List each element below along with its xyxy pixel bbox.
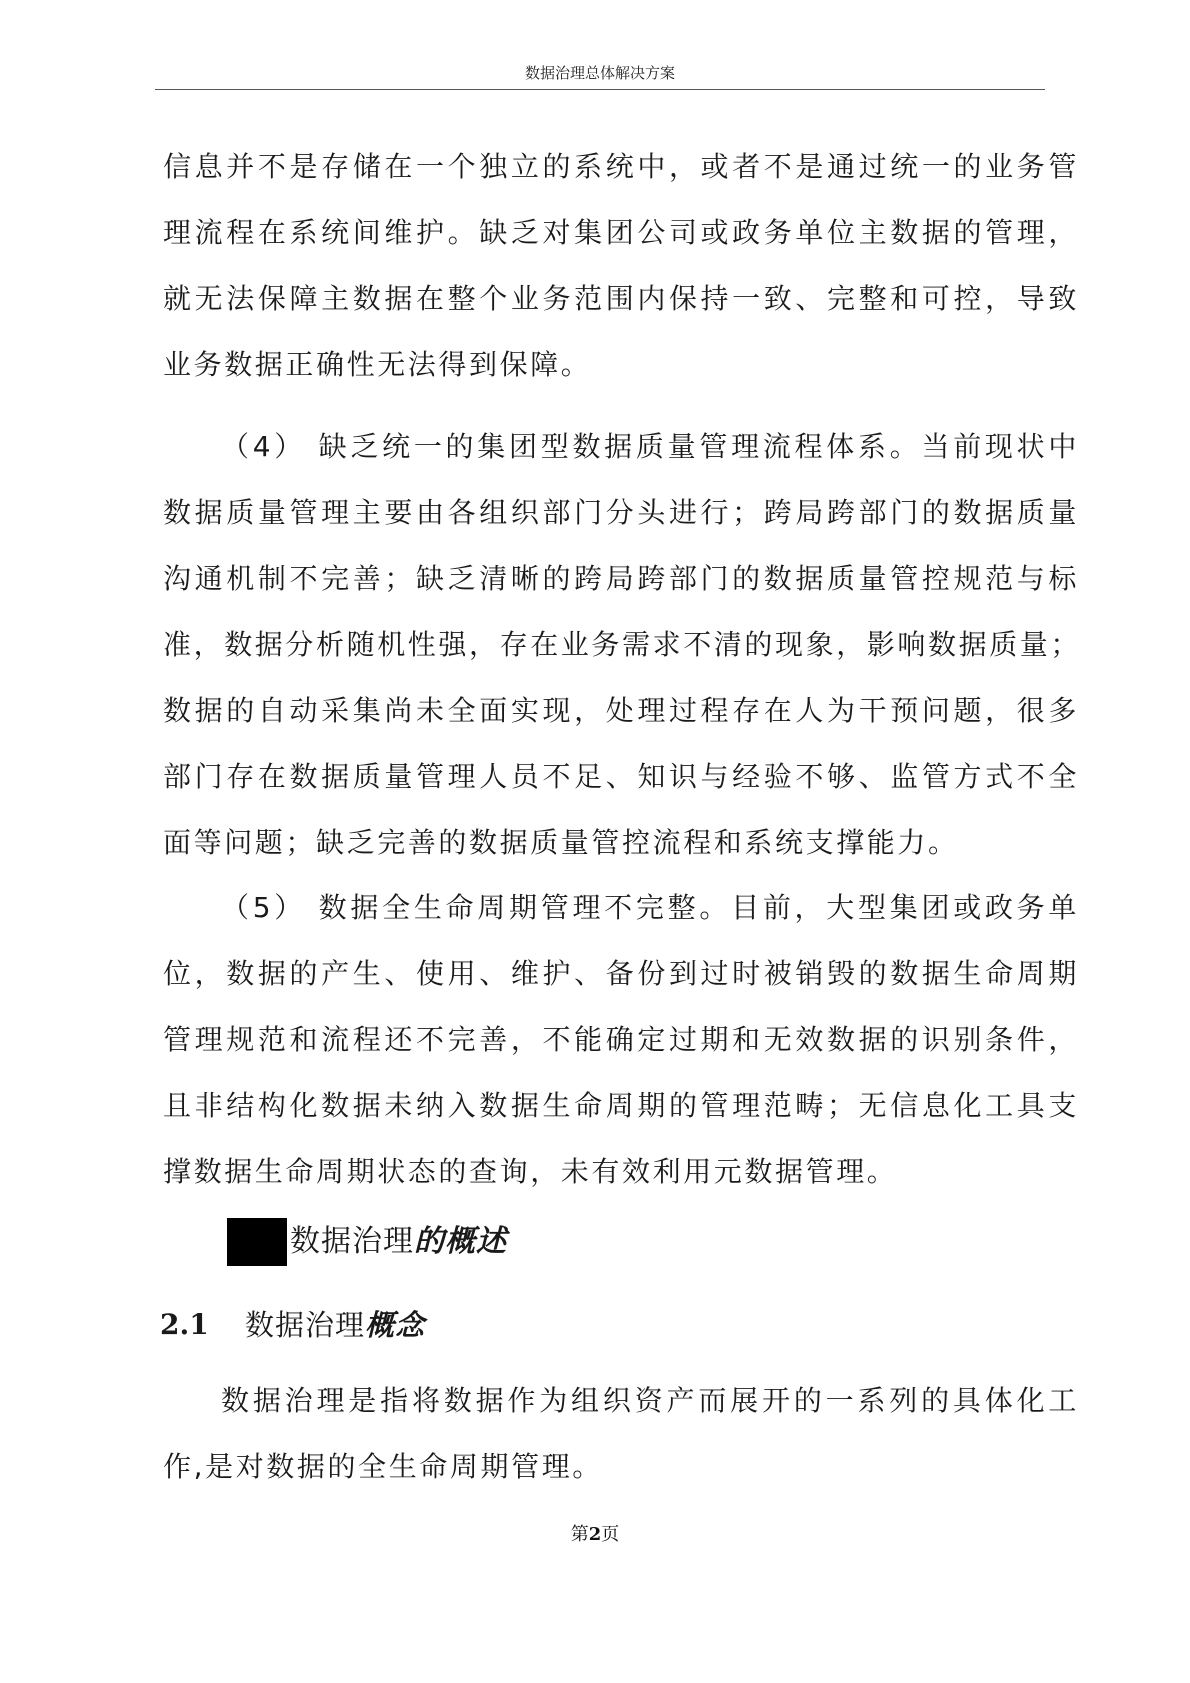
paragraph-line: （5） 数据全生命周期管理不完整。目前，大型集团或政务单 xyxy=(221,891,1079,924)
paragraph-line: 准，数据分析随机性强，存在业务需求不清的现象，影响数据质量； xyxy=(163,628,1082,661)
paragraph-line: 部门存在数据质量管理人员不足、知识与经验不够、监管方式不全 xyxy=(163,760,1079,793)
paragraph-line: 数据的自动采集尚未全面实现，处理过程存在人为干预问题，很多 xyxy=(163,694,1079,727)
page-number: 2 xyxy=(588,1524,602,1545)
subsection-number: 2.1 xyxy=(160,1308,209,1341)
section-heading-plain: 数据治理 xyxy=(290,1224,414,1259)
header-rule xyxy=(155,89,1045,90)
paragraph-line: 理流程在系统间维护。缺乏对集团公司或政务单位主数据的管理， xyxy=(163,216,1079,249)
paragraph-2 xyxy=(163,414,1082,876)
paragraph-line: （4） 缺乏统一的集团型数据质量管理流程体系。当前现状中 xyxy=(221,430,1079,463)
paragraph-line: 位，数据的产生、使用、维护、备份到过时被销毁的数据生命周期 xyxy=(163,957,1079,990)
paragraph-line: 管理规范和流程还不完善，不能确定过期和无效数据的识别条件， xyxy=(163,1023,1079,1056)
paragraph-line: 业务数据正确性无法得到保障。 xyxy=(163,348,592,381)
paragraph-line: 数据治理是指将数据作为组织资产而展开的一系列的具体化工 xyxy=(221,1384,1079,1417)
subsection-heading-bold: 概念 xyxy=(365,1308,426,1342)
page-footer xyxy=(0,1520,1190,1546)
paragraph-line: 数据质量管理主要由各组织部门分头进行；跨局跨部门的数据质量 xyxy=(163,496,1079,529)
subsection-heading xyxy=(245,1303,425,1347)
section-heading xyxy=(290,1218,507,1266)
footer-suffix: 页 xyxy=(601,1524,620,1545)
paragraph-3 xyxy=(163,875,1079,1205)
paragraph-line: 撑数据生命周期状态的查询，未有效利用元数据管理。 xyxy=(163,1155,898,1188)
paragraph-4 xyxy=(163,1368,1079,1500)
paragraph-line: 作,是对数据的全生命周期管理。 xyxy=(163,1450,603,1483)
section-heading-bold: 的概述 xyxy=(414,1224,507,1259)
paragraph-line: 且非结构化数据未纳入数据生命周期的管理范畴；无信息化工具支 xyxy=(163,1089,1079,1122)
footer-prefix: 第 xyxy=(570,1524,589,1545)
heading-number-redaction xyxy=(227,1218,287,1266)
paragraph-line: 面等问题；缺乏完善的数据质量管控流程和系统支撑能力。 xyxy=(163,826,959,859)
paragraph-line: 沟通机制不完善；缺乏清晰的跨局跨部门的数据质量管控规范与标 xyxy=(163,562,1079,595)
page-header: 数据治理总体解决方案 xyxy=(524,64,675,82)
paragraph-1 xyxy=(163,134,1079,398)
paragraph-line: 就无法保障主数据在整个业务范围内保持一致、完整和可控，导致 xyxy=(163,282,1079,315)
subsection-heading-plain: 数据治理 xyxy=(245,1308,366,1342)
paragraph-line: 信息并不是存储在一个独立的系统中，或者不是通过统一的业务管 xyxy=(163,150,1079,183)
